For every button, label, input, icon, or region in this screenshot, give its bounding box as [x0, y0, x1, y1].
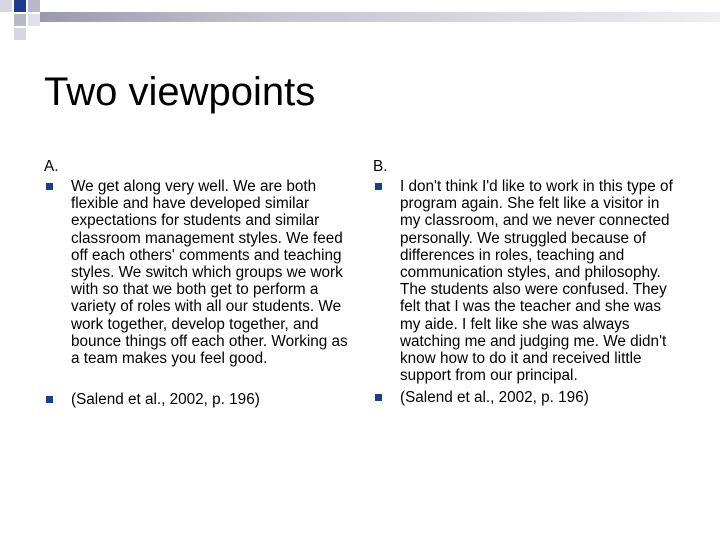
list-item	[373, 178, 678, 384]
column-b	[373, 158, 678, 407]
slide-title: Two viewpoints	[44, 70, 316, 114]
list-item	[373, 389, 678, 406]
list-item	[44, 391, 354, 408]
citation-text: (Salend et al., 2002, p. 196)	[71, 391, 260, 409]
quote-text: I don't think I'd like to work in this type of program again. She felt like a visitor in my classroom, and we never connected personally. We struggled because of differences in roles, teaching and communication styles, and philosophy. The students also were confused. They felt that I was the teacher and she was my aide. I felt like she was always watching me and judging me. We didn't know how to do it and received little support from our principal.	[400, 178, 673, 385]
column-a	[44, 158, 354, 408]
citation-text: (Salend et al., 2002, p. 196)	[400, 389, 589, 407]
square-bullet-icon	[46, 183, 53, 190]
column-a-label: A.	[44, 158, 59, 175]
square-bullet-icon	[375, 394, 382, 401]
square-bullet-icon	[46, 396, 53, 403]
column-b-label: B.	[373, 158, 388, 175]
header-decoration	[0, 0, 720, 45]
list-item	[44, 178, 354, 367]
square-bullet-icon	[375, 183, 382, 190]
quote-text: We get along very well. We are both flexible and have developed similar expectations for students and similar classroom management styles. We feed off each others' comments and teaching styles. We switch which groups we work with so that we both get to perform a variety of roles with all our students. We work together, develop together, and bounce things off each other. Working as a team makes you feel good.	[71, 178, 348, 368]
